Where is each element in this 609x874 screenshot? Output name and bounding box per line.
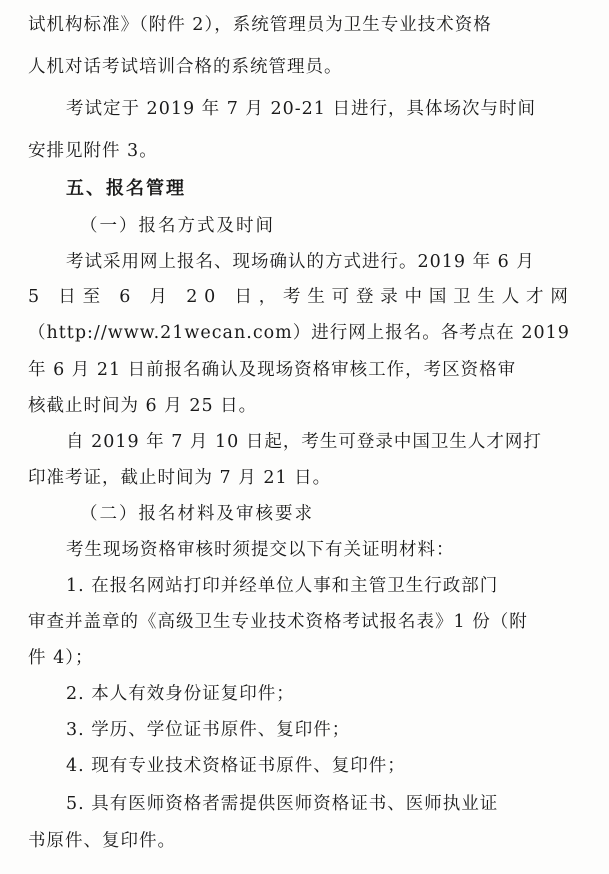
section-heading: 五、报名管理	[66, 178, 186, 199]
text-line: 件 4）；	[28, 648, 94, 668]
list-item: 3. 学历、学位证书原件、复印件；	[66, 720, 351, 740]
text-line: 安排见附件 3。	[28, 141, 158, 161]
list-item: 1. 在报名网站打印并经单位人事和主管卫生行政部门	[66, 576, 499, 596]
text-line: 审查并盖章的《高级卫生专业技术资格考试报名表》1 份（附	[28, 612, 528, 632]
list-item: 4. 现有专业技术资格证书原件、复印件；	[66, 756, 406, 776]
text-line: 试机构标准》（附件 2），系统管理员为卫生专业技术资格	[28, 15, 492, 35]
text-line: 考试定于 2019 年 7 月 20-21 日进行，具体场次与时间	[66, 99, 536, 119]
text-line: 考生现场资格审核时须提交以下有关证明材料：	[66, 540, 455, 560]
text-line: 年 6 月 21 日前报名确认及现场资格审核工作，考区资格审	[28, 360, 517, 380]
subsection-heading: （一）报名方式及时间	[80, 216, 275, 236]
text-line: 自 2019 年 7 月 10 日起，考生可登录中国卫生人才网打	[66, 432, 542, 452]
text-line: 印准考证，截止时间为 7 月 21 日。	[28, 468, 332, 488]
text-line: 考试采用网上报名、现场确认的方式进行。2019 年 6 月	[66, 252, 535, 272]
text-line: （http://www.21wecan.com）进行网上报名。各考点在 2019	[28, 323, 570, 343]
text-line: 核截止时间为 6 月 25 日。	[28, 396, 258, 416]
list-item: 5. 具有医师资格者需提供医师资格证书、医师执业证	[66, 794, 499, 814]
text-line: 5 日至 6 月 20 日，考生可登录中国卫生人才网	[28, 287, 575, 307]
list-item: 2. 本人有效身份证复印件；	[66, 684, 295, 704]
subsection-heading: （二）报名材料及审核要求	[80, 504, 314, 524]
text-line: 人机对话考试培训合格的系统管理员。	[28, 57, 343, 77]
text-line: 书原件、复印件。	[28, 831, 176, 851]
